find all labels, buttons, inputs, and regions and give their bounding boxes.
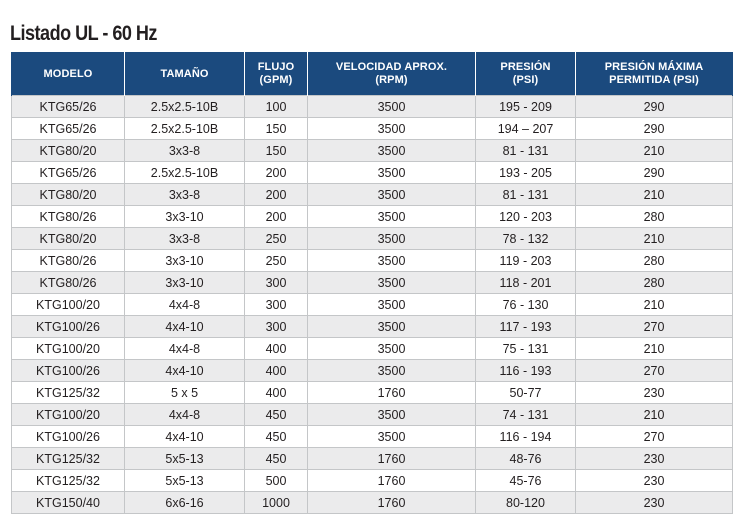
table-row xyxy=(12,118,733,140)
model-cell: KTG100/20 xyxy=(12,404,125,426)
table-row xyxy=(12,294,733,316)
flow-cell: 450 xyxy=(245,426,308,448)
speed-cell: 1760 xyxy=(308,470,476,492)
size-cell: 3x3-8 xyxy=(125,140,245,162)
speed-cell: 3500 xyxy=(308,118,476,140)
flow-cell: 100 xyxy=(245,96,308,118)
max-pressure-cell: 230 xyxy=(576,492,733,514)
max-pressure-cell: 210 xyxy=(576,140,733,162)
max-pressure-cell: 210 xyxy=(576,184,733,206)
model-cell: KTG125/32 xyxy=(12,470,125,492)
speed-cell: 3500 xyxy=(308,228,476,250)
column-header-presion xyxy=(476,53,576,96)
speed-cell: 3500 xyxy=(308,316,476,338)
speed-cell: 3500 xyxy=(308,162,476,184)
size-cell: 3x3-8 xyxy=(125,228,245,250)
flow-cell: 450 xyxy=(245,448,308,470)
speed-cell: 3500 xyxy=(308,96,476,118)
model-cell: KTG80/20 xyxy=(12,140,125,162)
pressure-cell: 50-77 xyxy=(476,382,576,404)
flow-cell: 300 xyxy=(245,294,308,316)
table-row xyxy=(12,426,733,448)
pressure-cell: 195 - 209 xyxy=(476,96,576,118)
model-cell: KTG150/40 xyxy=(12,492,125,514)
max-pressure-cell: 210 xyxy=(576,294,733,316)
table-row xyxy=(12,338,733,360)
table-row xyxy=(12,250,733,272)
table-row xyxy=(12,206,733,228)
pressure-cell: 116 - 194 xyxy=(476,426,576,448)
speed-cell: 3500 xyxy=(308,426,476,448)
table-row xyxy=(12,228,733,250)
table-row xyxy=(12,360,733,382)
size-cell: 6x6-16 xyxy=(125,492,245,514)
column-header-label: TAMAÑO xyxy=(160,67,209,80)
flow-cell: 400 xyxy=(245,382,308,404)
table-row xyxy=(12,470,733,492)
model-cell: KTG80/20 xyxy=(12,184,125,206)
model-cell: KTG80/20 xyxy=(12,228,125,250)
max-pressure-cell: 280 xyxy=(576,250,733,272)
column-header-unit: (GPM) xyxy=(259,74,293,86)
model-cell: KTG100/20 xyxy=(12,338,125,360)
flow-cell: 250 xyxy=(245,250,308,272)
max-pressure-cell: 280 xyxy=(576,206,733,228)
column-header-label: MODELO xyxy=(43,67,93,80)
max-pressure-cell: 210 xyxy=(576,228,733,250)
flow-cell: 500 xyxy=(245,470,308,492)
speed-cell: 3500 xyxy=(308,360,476,382)
pressure-cell: 117 - 193 xyxy=(476,316,576,338)
speed-cell: 3500 xyxy=(308,404,476,426)
size-cell: 3x3-10 xyxy=(125,272,245,294)
pressure-cell: 76 - 130 xyxy=(476,294,576,316)
speed-cell: 3500 xyxy=(308,206,476,228)
model-cell: KTG100/20 xyxy=(12,294,125,316)
column-header-label: PRESIÓN xyxy=(500,61,551,73)
size-cell: 3x3-10 xyxy=(125,206,245,228)
flow-cell: 250 xyxy=(245,228,308,250)
speed-cell: 3500 xyxy=(308,272,476,294)
flow-cell: 1000 xyxy=(245,492,308,514)
max-pressure-cell: 290 xyxy=(576,162,733,184)
flow-cell: 150 xyxy=(245,140,308,162)
size-cell: 4x4-8 xyxy=(125,338,245,360)
pressure-cell: 75 - 131 xyxy=(476,338,576,360)
max-pressure-cell: 210 xyxy=(576,404,733,426)
speed-cell: 1760 xyxy=(308,492,476,514)
column-header-label: FLUJO xyxy=(257,61,295,73)
column-header-label: VELOCIDAD APROX. xyxy=(335,61,448,73)
table-row xyxy=(12,316,733,338)
model-cell: KTG100/26 xyxy=(12,316,125,338)
flow-cell: 200 xyxy=(245,184,308,206)
size-cell: 3x3-8 xyxy=(125,184,245,206)
size-cell: 3x3-10 xyxy=(125,250,245,272)
flow-cell: 200 xyxy=(245,206,308,228)
column-header-presion-maxima xyxy=(576,53,733,96)
size-cell: 4x4-10 xyxy=(125,360,245,382)
pressure-cell: 120 - 203 xyxy=(476,206,576,228)
speed-cell: 3500 xyxy=(308,140,476,162)
size-cell: 5x5-13 xyxy=(125,448,245,470)
pressure-cell: 194 – 207 xyxy=(476,118,576,140)
table-row xyxy=(12,184,733,206)
model-cell: KTG80/26 xyxy=(12,272,125,294)
max-pressure-cell: 290 xyxy=(576,96,733,118)
column-header-velocidad xyxy=(308,53,476,96)
table-body xyxy=(12,96,733,514)
table-row xyxy=(12,382,733,404)
table-row xyxy=(12,96,733,118)
model-cell: KTG100/26 xyxy=(12,360,125,382)
pressure-cell: 48-76 xyxy=(476,448,576,470)
size-cell: 5 x 5 xyxy=(125,382,245,404)
flow-cell: 300 xyxy=(245,272,308,294)
pressure-cell: 78 - 132 xyxy=(476,228,576,250)
column-header-flujo xyxy=(245,53,308,96)
speed-cell: 3500 xyxy=(308,338,476,360)
table-header xyxy=(12,53,733,96)
size-cell: 2.5x2.5-10B xyxy=(125,118,245,140)
pressure-cell: 81 - 131 xyxy=(476,140,576,162)
max-pressure-cell: 290 xyxy=(576,118,733,140)
column-header-modelo xyxy=(12,53,125,96)
pressure-cell: 119 - 203 xyxy=(476,250,576,272)
column-header-label: PRESIÓN MÁXIMA xyxy=(604,61,704,73)
header-row xyxy=(12,53,733,96)
table-row xyxy=(12,404,733,426)
column-header-unit: (PSI) xyxy=(512,74,539,86)
table-row xyxy=(12,448,733,470)
speed-cell: 3500 xyxy=(308,184,476,206)
size-cell: 2.5x2.5-10B xyxy=(125,162,245,184)
max-pressure-cell: 270 xyxy=(576,360,733,382)
max-pressure-cell: 210 xyxy=(576,338,733,360)
flow-cell: 300 xyxy=(245,316,308,338)
flow-cell: 200 xyxy=(245,162,308,184)
model-cell: KTG80/26 xyxy=(12,250,125,272)
model-cell: KTG125/32 xyxy=(12,448,125,470)
flow-cell: 150 xyxy=(245,118,308,140)
table-row xyxy=(12,272,733,294)
flow-cell: 400 xyxy=(245,360,308,382)
column-header-unit: PERMITIDA (PSI) xyxy=(609,74,699,86)
speed-cell: 1760 xyxy=(308,448,476,470)
size-cell: 2.5x2.5-10B xyxy=(125,96,245,118)
size-cell: 4x4-8 xyxy=(125,404,245,426)
pressure-cell: 116 - 193 xyxy=(476,360,576,382)
speed-cell: 3500 xyxy=(308,294,476,316)
page-title: Listado UL - 60 Hz xyxy=(10,22,157,45)
pressure-cell: 80-120 xyxy=(476,492,576,514)
max-pressure-cell: 230 xyxy=(576,470,733,492)
model-cell: KTG65/26 xyxy=(12,118,125,140)
model-cell: KTG125/32 xyxy=(12,382,125,404)
model-cell: KTG100/26 xyxy=(12,426,125,448)
model-cell: KTG80/26 xyxy=(12,206,125,228)
size-cell: 5x5-13 xyxy=(125,470,245,492)
table-row xyxy=(12,162,733,184)
pressure-cell: 118 - 201 xyxy=(476,272,576,294)
flow-cell: 400 xyxy=(245,338,308,360)
pressure-cell: 193 - 205 xyxy=(476,162,576,184)
column-header-unit: (RPM) xyxy=(375,74,408,86)
table-row xyxy=(12,492,733,514)
table-row xyxy=(12,140,733,162)
pressure-cell: 45-76 xyxy=(476,470,576,492)
pressure-cell: 74 - 131 xyxy=(476,404,576,426)
ul-listing-table xyxy=(11,52,733,514)
flow-cell: 450 xyxy=(245,404,308,426)
column-header-tamano xyxy=(125,53,245,96)
max-pressure-cell: 270 xyxy=(576,426,733,448)
max-pressure-cell: 270 xyxy=(576,316,733,338)
speed-cell: 3500 xyxy=(308,250,476,272)
max-pressure-cell: 280 xyxy=(576,272,733,294)
model-cell: KTG65/26 xyxy=(12,162,125,184)
size-cell: 4x4-8 xyxy=(125,294,245,316)
size-cell: 4x4-10 xyxy=(125,426,245,448)
max-pressure-cell: 230 xyxy=(576,382,733,404)
speed-cell: 1760 xyxy=(308,382,476,404)
pressure-cell: 81 - 131 xyxy=(476,184,576,206)
max-pressure-cell: 230 xyxy=(576,448,733,470)
model-cell: KTG65/26 xyxy=(12,96,125,118)
size-cell: 4x4-10 xyxy=(125,316,245,338)
